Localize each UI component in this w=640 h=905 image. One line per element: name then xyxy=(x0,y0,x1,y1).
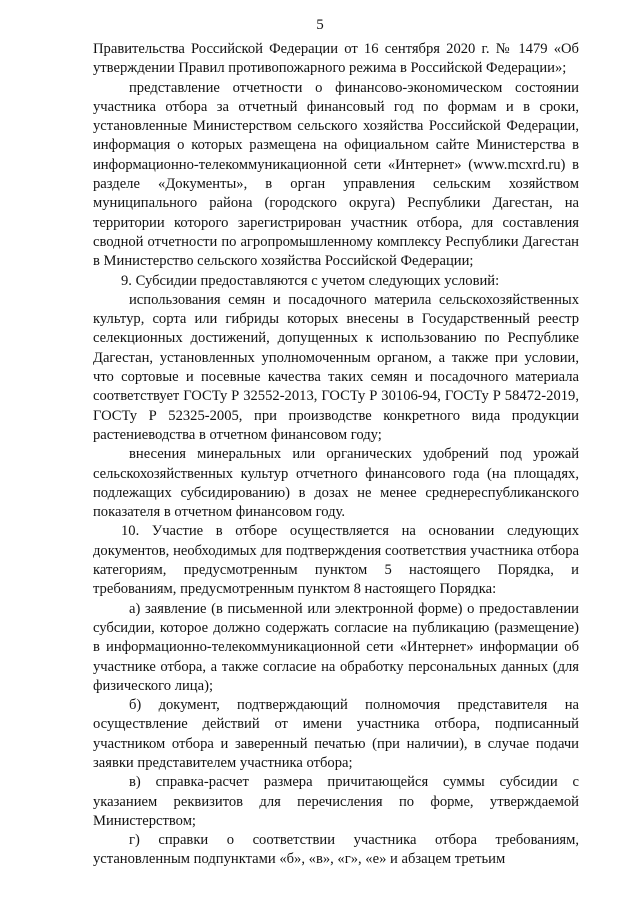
paragraph-subitem-g: г) справки о соответствии участника отбора требованиям, установленным подпунктами «б», «в», «г», «е» и абзацем третьим xyxy=(93,832,579,868)
paragraph-reporting: представление отчетности о финансово-экономическом состоянии участника отбора за отчетный финансовый год по формам и в сроки, установленные Министерством сельского хозяйства Российской Федерации, информация о которых размещена на официальном сайте Министерства в информационно-телекоммуникационной сети «Интернет» (www.mcxrd.ru) в разделе «Документы», в орган управления сельским хозяйством муниципального района (городского округа) Республики Дагестан, на территории которого зарегистрирован участник отбора, для составления сводной отчетности по агропромышленному комплексу Республики Дагестан в Министерство сельского хозяйства Российской Федерации; xyxy=(93,79,579,270)
paragraph-item-10: 10. Участие в отборе осуществляется на основании следующих документов, необходимых для подтверждения соответствия участника отбора категориям, предусмотренным пунктом 5 настоящего Порядка, и требованиям, предусмотренным пунктом 8 настоящего Порядка: xyxy=(93,523,579,598)
paragraph-item-9: 9. Субсидии предоставляются с учетом следующих условий: xyxy=(121,272,500,289)
paragraph-continuation: Правительства Российской Федерации от 16 сентября 2020 г. № 1479 «Об утверждении Правил противопожарного режима в Российской Федерации»; xyxy=(93,41,579,77)
paragraph-subitem-v: в) справка-расчет размера причитающейся суммы субсидии с указанием реквизитов для перечисления по форме, утверждаемой Министерством; xyxy=(93,774,579,829)
document-body xyxy=(93,40,579,870)
paragraph-subitem-a: а) заявление (в письменной или электронной форме) о предоставлении субсидии, которое должно содержать согласие на публикацию (размещение) в информационно-телекоммуникационной сети «Интернет» информации об участнике отбора, а также согласие на обработку персональных данных (для физического лица); xyxy=(93,600,579,694)
page-number: 5 xyxy=(316,17,324,33)
paragraph-fertilizer-condition: внесения минеральных или органических удобрений под урожай сельскохозяйственных культур отчетного финансового года (на площадях, подлежащих субсидированию) в дозах не менее среднереспубликанского показателя в отчетном финансовом году. xyxy=(93,446,579,521)
paragraph-subitem-b: б) документ, подтверждающий полномочия представителя на осуществление действий от имени участника отбора, подписанный участником отбора и заверенный печатью (при наличии), в случае подачи заявки представителем участника отбора; xyxy=(93,697,579,771)
paragraph-seeds-condition: использования семян и посадочного материла сельскохозяйственных культур, сорта или гибриды которых внесены в Государственный реестр селекционных достижений, допущенных к использованию по Республике Дагестан, установленных уполномоченным органом, а также при условии, что сортовые и посевные качества таких семян и посадочного материала соответствует ГОСТу Р 32552-2013, ГОСТу Р 30106-94, ГОСТу Р 58472-2019, ГОСТу Р 52325-2005, при производстве конкретного вида продукции растениеводства в отчетном финансовом году; xyxy=(93,291,579,443)
